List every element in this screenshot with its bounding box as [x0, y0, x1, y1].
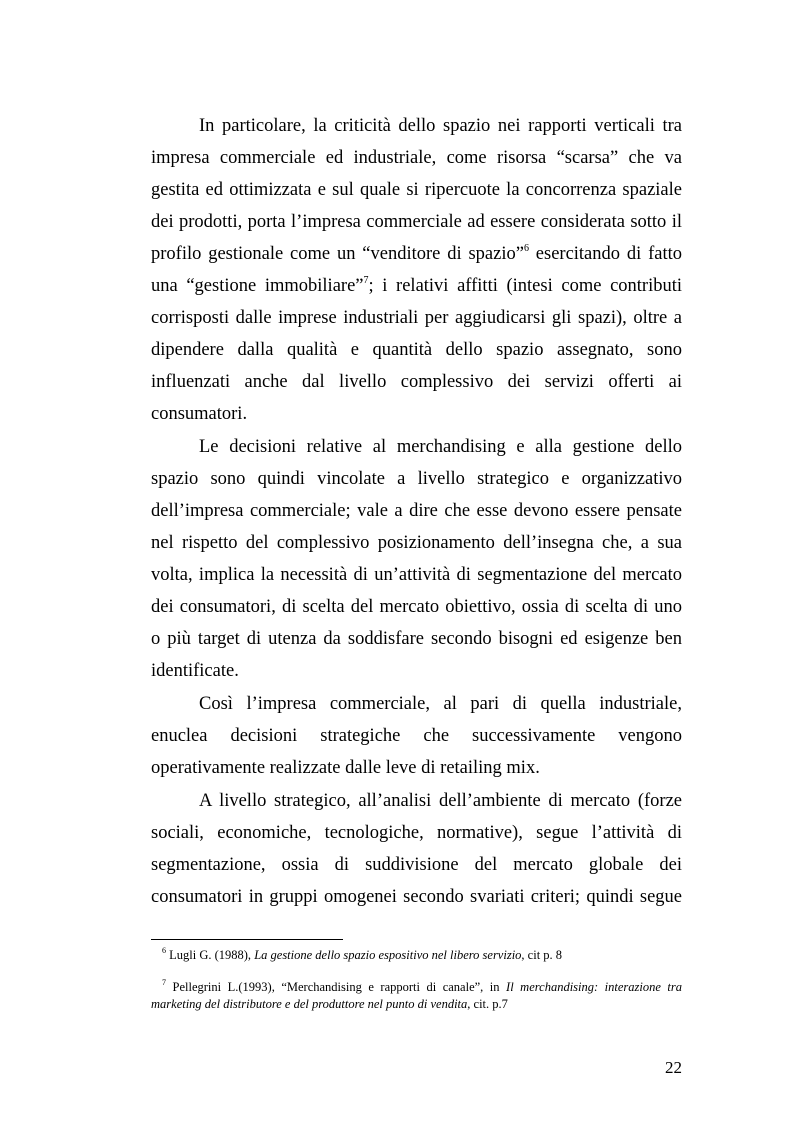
paragraph-3-line-1: Così l’impresa commerciale, al pari di quella industriale,	[199, 694, 682, 714]
footnote-6	[162, 947, 682, 963]
paragraph-2-line-5: volta, implica la necessità di un’attività di segmentazione del mercato	[151, 565, 682, 585]
paragraph-2-line-6: dei consumatori, di scelta del mercato obiettivo, ossia di scelta di uno	[151, 597, 682, 617]
footnote-ref-6[interactable]: 6	[523, 243, 529, 254]
paragraph-2-line-7: o più target di utenza da soddisfare secondo bisogni ed esigenze ben	[151, 629, 682, 649]
paragraph-4-line-3: segmentazione, ossia di suddivisione del mercato globale dei	[151, 855, 682, 875]
page-number: 22	[665, 1058, 682, 1077]
paragraph-4-line-4: consumatori in gruppi omogenei secondo svariati criteri; quindi segue	[151, 887, 682, 907]
paragraph-2-line-2: spazio sono quindi vincolate a livello strategico e organizzativo	[151, 469, 682, 489]
paragraph-1-line-4: dei prodotti, porta l’impresa commerciale ad essere considerata sotto il	[151, 212, 682, 232]
paragraph-2-line-3: dell’impresa commerciale; vale a dire che esse devono essere pensate	[151, 501, 682, 521]
line-text: una “gestione immobiliare”	[151, 276, 364, 296]
footnote-text: Lugli G. (1988),	[169, 948, 255, 962]
footnote-text: , cit p. 8	[521, 948, 563, 962]
paragraph-2-line-1: Le decisioni relative al merchandising e alla gestione dello	[199, 437, 682, 457]
paragraph-3-line-2: enuclea decisioni strategiche che successivamente vengono	[151, 726, 682, 746]
paragraph-2-line-8: identificate.	[151, 661, 239, 681]
paragraph-2-line-4: nel rispetto del complessivo posizionamento dell’insegna che, a sua	[151, 533, 682, 553]
footnote-title: marketing del distributore e del produttore nel punto di vendita	[151, 997, 468, 1011]
footnote-text: , cit. p.7	[467, 997, 508, 1011]
paragraph-1-line-5	[151, 243, 682, 265]
paragraph-1-line-9: influenzati anche dal livello complessivo dei servizi offerti ai	[151, 372, 682, 392]
paragraph-3-line-3: operativamente realizzate dalle leve di retailing mix.	[151, 758, 540, 778]
paragraph-1-line-6	[151, 275, 682, 297]
footnote-text: Pellegrini L.(1993), “Merchandising e rapporti di canale”, in	[172, 980, 507, 994]
line-text: esercitando di fatto	[528, 244, 683, 264]
paragraph-1-line-3: gestita ed ottimizzata e sul quale si ripercuote la concorrenza spaziale	[151, 180, 682, 200]
footnote-number: 7	[162, 978, 166, 987]
line-text: profilo gestionale come un “venditore di spazio”	[151, 244, 524, 264]
footnote-7-line-2	[151, 996, 682, 1012]
footnote-title: Il merchandising: interazione tra	[506, 980, 683, 994]
paragraph-4-line-2: sociali, economiche, tecnologiche, normative), segue l’attività di	[151, 823, 682, 843]
paragraph-1-line-2: impresa commerciale ed industriale, come risorsa “scarsa” che va	[151, 148, 682, 168]
paragraph-4-line-1: A livello strategico, all’analisi dell’ambiente di mercato (forze	[199, 791, 682, 811]
paragraph-1-line-8: dipendere dalla qualità e quantità dello spazio assegnato, sono	[151, 340, 682, 360]
footnote-7-line-1	[162, 979, 682, 995]
line-text: ; i relativi affitti (intesi come contributi	[368, 276, 682, 296]
footnote-number: 6	[162, 946, 166, 955]
footnote-ref-7[interactable]: 7	[363, 275, 369, 286]
paragraph-1-line-10: consumatori.	[151, 404, 248, 424]
paragraph-1-line-1: In particolare, la criticità dello spazio nei rapporti verticali tra	[199, 116, 682, 136]
footnote-title: La gestione dello spazio espositivo nel libero servizio	[254, 948, 522, 962]
footnote-separator	[151, 939, 343, 940]
paragraph-1-line-7: corrisposti dalle imprese industriali per aggiudicarsi gli spazi), oltre a	[151, 308, 682, 328]
